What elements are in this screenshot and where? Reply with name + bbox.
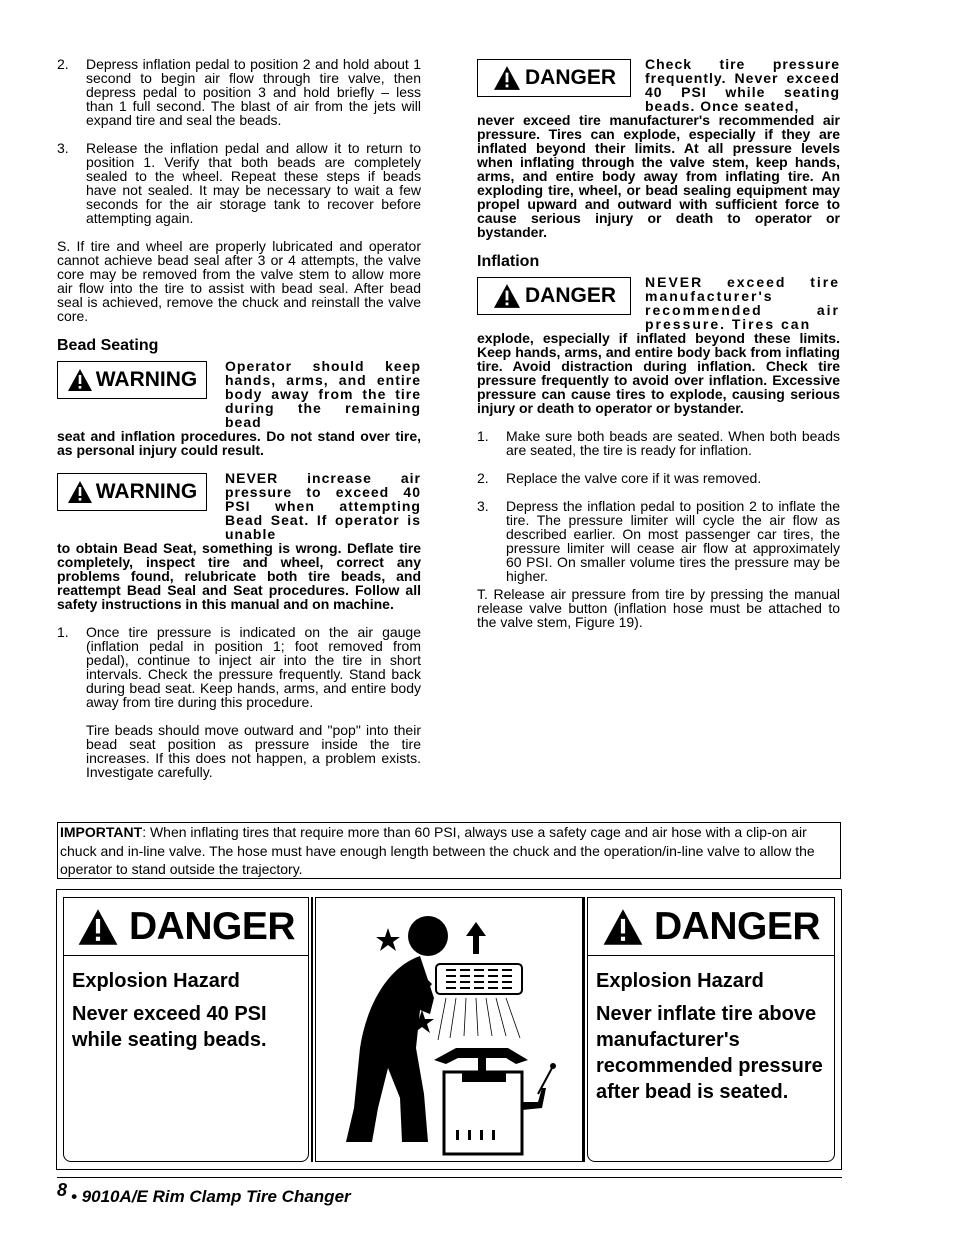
left-column	[57, 57, 421, 793]
step-number: 3.	[477, 498, 489, 514]
danger-sign-title: DANGER	[128, 904, 295, 948]
left-step-1	[57, 625, 421, 709]
important-text: : When inflating tires that require more than 60 PSI, always use a safety cage and air hose with a clip-on air chuck and in-line valve. The hose must have enough length between the chuck and the operation/in-line valve to allow the operator to stand outside the trajectory.	[60, 824, 815, 877]
warning-triangle-icon	[67, 368, 93, 392]
warning-label: WARNING	[95, 480, 198, 503]
danger-sign-header	[64, 898, 308, 956]
danger-sign-header	[588, 898, 834, 956]
left-step-2	[57, 57, 421, 127]
warning-label-box	[57, 473, 207, 511]
page-number: 8	[57, 1180, 68, 1200]
warning-triangle-icon	[492, 65, 522, 91]
warning-triangle-icon	[492, 283, 522, 309]
step-number: 1.	[57, 624, 69, 640]
right-step-3	[477, 499, 840, 583]
step-number: 3.	[57, 140, 69, 156]
danger-text-top: Check tire pressure frequently. Never exceed 40 PSI while seating beads. Once seated,	[645, 56, 840, 114]
danger-block-2	[477, 275, 840, 415]
danger-label-box	[477, 59, 631, 97]
sign-hazard-title: Explosion Hazard	[72, 970, 240, 992]
warning-text-top: NEVER increase air pressure to exceed 40 PSI when attempting Bead Seat. If operator is unable	[225, 470, 421, 542]
danger-label: DANGER	[524, 284, 616, 307]
panel-divider	[583, 897, 585, 1162]
sign-hazard-text: Never exceed 40 PSI while seating beads.	[72, 1003, 267, 1051]
warning-block-1	[57, 359, 421, 457]
danger-label: DANGER	[524, 66, 616, 89]
safety-decal-panel	[56, 889, 842, 1170]
important-note	[57, 822, 841, 879]
danger-sign-left	[63, 897, 309, 1162]
bead-seating-heading: Bead Seating	[57, 337, 159, 354]
step-text: Replace the valve core if it was removed.	[506, 470, 762, 486]
paragraph-s: S. If tire and wheel are properly lubricated and operator cannot achieve bead seal after 3 or 4 attempts, the valve core may be removed from the valve stem to allow more air flow into the tire to assist with bead seal. After bead seal is achieved, remove the chuck and reinstall the valve core.	[57, 238, 421, 324]
left-step-3	[57, 141, 421, 225]
step-number: 2.	[57, 56, 69, 72]
step-text: Depress the inflation pedal to position 2 to inflate the tire. The pressure limiter will cycle the air flow as described earlier. On most passenger car tires, the pressure limiter will cease air flow at approximately 60 PSI. On smaller volume tires the pressure may be higher.	[506, 498, 840, 584]
danger-text-top: NEVER exceed tire manufacturer's recommended air pressure. Tires can	[645, 274, 840, 332]
danger-text-rest: never exceed tire manufacturer's recommended air pressure. Tires can explode, especially if they are inflated beyond their limits. At all pressure levels when inflating through the valve stem, keep hands, arms, and entire body away from inflating tire. An exploding tire, wheel, or bead sealing equipment may propel upward and outward with sufficient force to cause serious injury or death to operator or bystander.	[477, 112, 840, 240]
exploding-tire-pictogram-icon	[316, 898, 581, 1160]
panel-divider	[311, 897, 313, 1162]
step-text: Depress inflation pedal to position 2 and hold about 1 second to begin air flow through tire valve, then depress pedal to position 3 and hold briefly – less than 1 full second. The blast of air from the jets will expand tire and seal the beads.	[86, 56, 421, 128]
warning-label: WARNING	[95, 368, 198, 391]
danger-sign-title: DANGER	[653, 904, 820, 948]
sign-hazard-title: Explosion Hazard	[596, 970, 764, 992]
warning-triangle-icon	[602, 907, 644, 947]
warning-block-2	[57, 471, 421, 611]
warning-text-rest: to obtain Bead Seat, something is wrong. Deflate tire completely, inspect tire and wheel, correct any problems found, relubricate both tire beads, and reattempt Bead Seal and Seat procedures. Follow all safety instructions in this manual and on machine.	[57, 540, 421, 612]
page-footer	[57, 1180, 351, 1207]
step-number: 2.	[477, 470, 489, 486]
sign-hazard-text: Never inflate tire above manufacturer's recommended pressure after bead is seated.	[596, 1003, 823, 1103]
right-step-1	[477, 429, 840, 457]
danger-label-box	[477, 277, 631, 315]
danger-text-rest: explode, especially if inflated beyond these limits. Keep hands, arms, and entire body back from inflating tire. Avoid distraction during inflation. Check tire pressure frequently to avoid over inflation. Excessive pressure can cause tires to explode, causing serious injury or death to operator or bystander.	[477, 330, 840, 416]
footer-rule	[57, 1177, 842, 1178]
danger-block-1	[477, 57, 840, 239]
important-label: IMPORTANT	[60, 824, 143, 840]
warning-triangle-icon	[77, 907, 119, 947]
step-1-continuation: Tire beads should move outward and "pop" into their bead seat position as pressure inside the tire increases. If this does not happen, a problem exists. Investigate carefully.	[86, 722, 421, 780]
warning-text-top: Operator should keep hands, arms, and entire body away from the tire during the remaining bead	[225, 358, 421, 430]
inflation-heading: Inflation	[477, 253, 540, 270]
warning-label-box	[57, 361, 207, 399]
manual-title: • 9010A/E Rim Clamp Tire Changer	[71, 1187, 351, 1206]
step-text: Release the inflation pedal and allow it to return to position 1. Verify that both beads are completely sealed to the wheel. Repeat these steps if beads have not sealed. It may be necessary to wait a few seconds for the air storage tank to recover before attempting again.	[86, 140, 421, 226]
right-column	[477, 57, 840, 643]
warning-text-rest: seat and inflation procedures. Do not stand over tire, as personal injury could result.	[57, 428, 421, 458]
explosion-pictogram	[315, 897, 583, 1162]
warning-triangle-icon	[67, 480, 93, 504]
right-step-2	[477, 471, 840, 485]
step-text: Once tire pressure is indicated on the air gauge (inflation pedal in position 1; foot removed from pedal), continue to inject air into the tire in short intervals. Check the pressure frequently. Stand back during bead seat. Keep hands, arms, and entire body away from tire during this procedure.	[86, 624, 421, 710]
paragraph-t: T. Release air pressure from tire by pressing the manual release valve button (inflation hose must be attached to the valve stem, Figure 19).	[477, 586, 840, 630]
step-text: Make sure both beads are seated. When both beads are seated, the tire is ready for inflation.	[506, 428, 840, 458]
danger-sign-right	[587, 897, 835, 1162]
step-number: 1.	[477, 428, 489, 444]
